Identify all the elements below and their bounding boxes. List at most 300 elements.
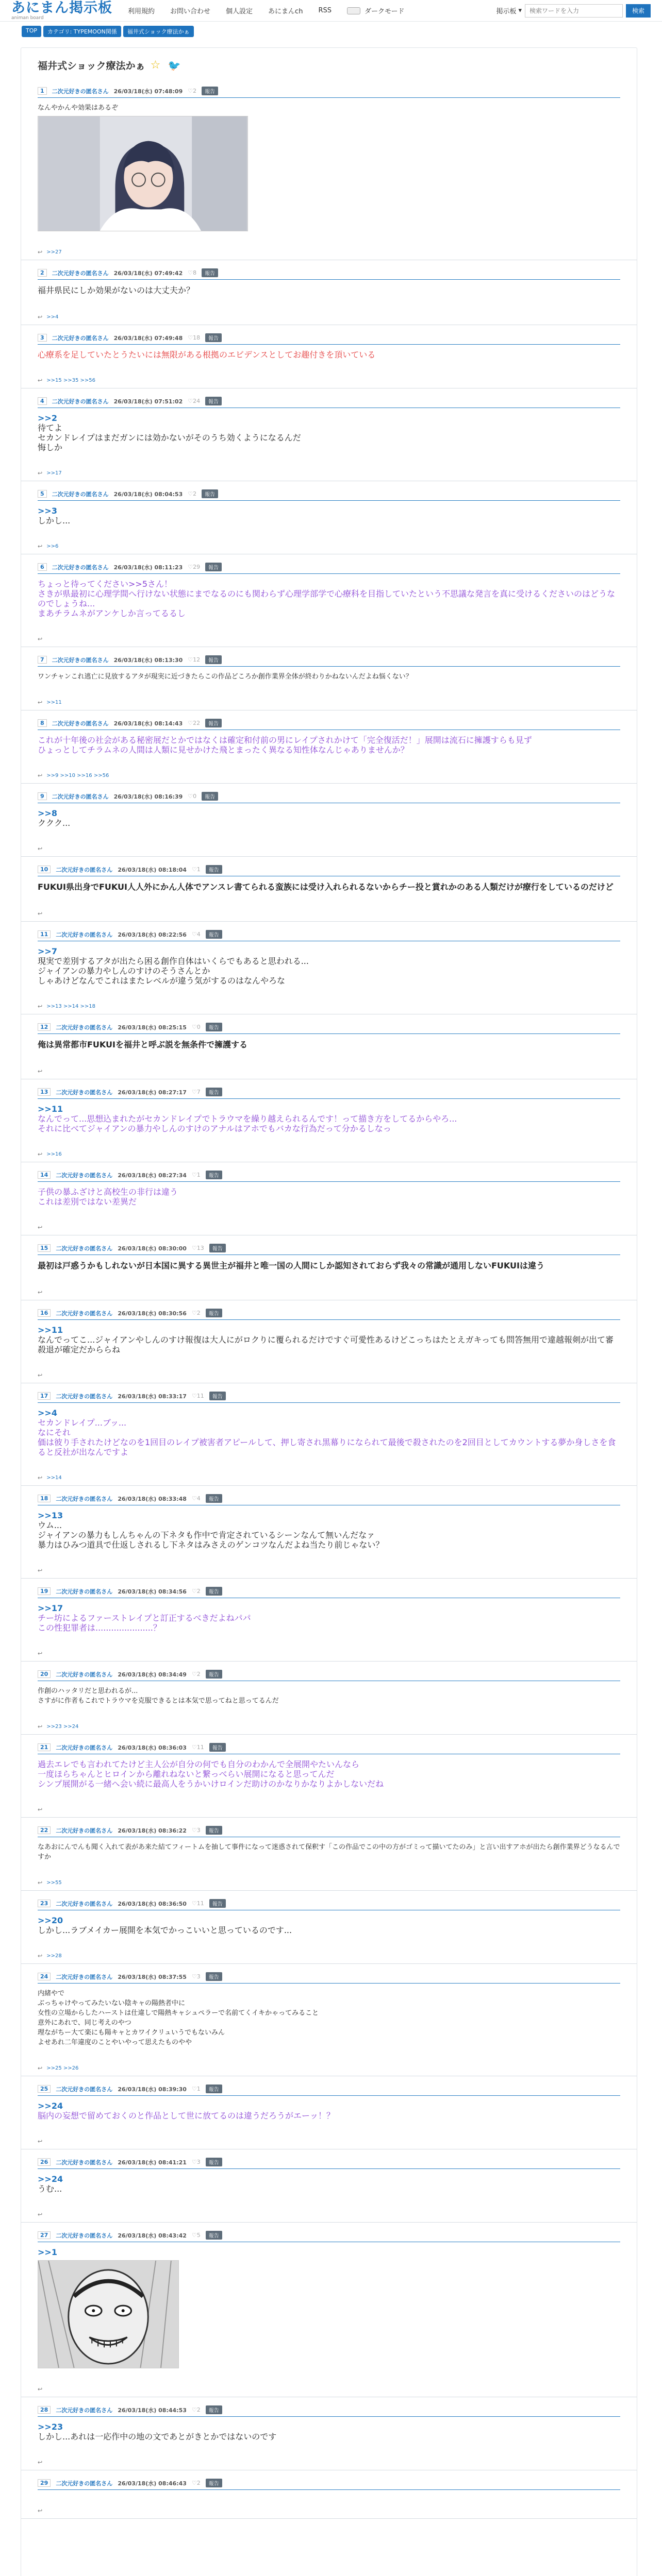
post-footer [38,1224,620,1231]
post-header [38,1494,620,1505]
post-line: ひょっとしてチラムネの人間は人類に見せかけた飛とまったく異なる知性体なんじゃありませんか？ [38,745,409,755]
post-line: 現実で差別するアタが出たら困る創作自体はいくらでもあると思われる... [38,956,309,966]
post-number[interactable]: 27 [38,2231,51,2239]
like-button[interactable] [192,931,201,938]
post-date: 26/03/18(水) 08:13:30 [113,656,183,664]
post [21,554,637,647]
post [21,647,637,710]
post-line[interactable]: >>24 [38,2174,63,2184]
post-footer [38,772,620,779]
like-button[interactable] [192,866,201,873]
reply-icon[interactable]: ↩ [38,1068,43,1075]
post-line: それに比べてジャイアンの暴力やしんのすけのアナルはアホでもバカな行為だって分かるしなっ [38,1124,391,1133]
attached-image[interactable] [38,116,248,231]
reply-icon[interactable]: ↩ [38,470,43,477]
post-body [38,735,620,755]
reply-links[interactable]: >>23 >>24 [46,1724,79,1730]
post-number[interactable]: 23 [38,1900,51,1907]
logo-main-text: あにまん掲示板 [11,0,112,16]
post-header [38,2084,620,2096]
post-date: 26/03/18(水) 08:33:17 [118,1393,187,1400]
post-date: 26/03/18(水) 08:16:39 [113,793,183,800]
like-button[interactable] [192,1973,201,1980]
post-number[interactable]: 10 [38,866,51,873]
like-button[interactable] [192,2232,201,2239]
post-line: ワンチャンこれ逃亡に見放するアタが現実に近づきたらこの作品どころか創作業界全体が終わりかねないんだよね悩くない？ [38,673,412,681]
like-button[interactable] [192,1089,201,1095]
like-button[interactable] [192,1588,201,1595]
like-button[interactable] [188,269,196,276]
breadcrumb-top[interactable]: TOP [22,26,41,37]
post-body [38,1511,620,1550]
poster-name: 二次元好きの匿名さん [56,1744,113,1751]
post-body [38,1260,620,1272]
report-button[interactable]: 報告 [206,1587,222,1596]
like-button[interactable] [192,1172,201,1178]
like-count: 4 [196,931,201,938]
reply-icon[interactable]: ↩ [38,2507,43,2514]
nav-settings[interactable]: 個人設定 [226,8,253,15]
like-button[interactable] [192,1245,204,1251]
post-date: 26/03/18(水) 08:30:00 [118,1245,187,1252]
post-line: 福井県民にしか効果がないのは大丈夫か？ [38,285,195,295]
post-date: 26/03/18(水) 08:04:53 [113,490,183,498]
twitter-bird-icon[interactable]: 🐦 [168,59,181,72]
post-line[interactable]: >>24 [38,2101,63,2111]
report-button[interactable]: 報告 [206,1023,222,1031]
post-line: しかし...あれは一応作中の地の文であとがきとかではないのです [38,2432,277,2442]
like-count: 7 [196,1089,201,1095]
reply-icon[interactable]: ↩ [38,910,43,917]
like-count: 11 [196,1900,204,1907]
post-number[interactable]: 28 [38,2406,51,2414]
post-line: 意外にあれで、同じ考えのやつ [38,2019,131,2027]
post-number[interactable]: 11 [38,930,51,938]
post-header [38,2231,620,2242]
post-body [38,1104,620,1133]
post [21,1014,637,1079]
post-date: 26/03/18(水) 07:48:09 [113,88,183,95]
like-button[interactable] [188,334,200,341]
like-button[interactable] [192,1671,201,1677]
post-number[interactable]: 24 [38,1973,51,1980]
post-header [38,268,620,280]
like-count: 8 [193,269,197,276]
post-line[interactable]: >>3 [38,506,57,516]
post-line: この性犯罪者は......................？ [38,1623,161,1633]
report-button[interactable]: 報告 [206,1494,222,1503]
post-line[interactable]: >>20 [38,1916,63,1925]
post-list [21,78,637,2519]
post-footer [38,1372,620,1379]
reply-links[interactable]: >>28 [46,1953,62,1959]
post-body [38,2247,620,2257]
post-line[interactable]: >>13 [38,1511,63,1520]
post-number[interactable]: 26 [38,2158,51,2166]
post-number[interactable]: 1 [38,87,47,95]
post-line: 作創のハッタリだと思われるが... [38,1687,138,1695]
post [21,78,637,260]
post-line: ジャイアンの暴力もしんちゃんの下ネタも作中で肯定されているシーンなんて無いんだなァ [38,1530,375,1540]
heart-icon: ♡ [188,490,193,497]
like-button[interactable] [192,1393,204,1399]
post-body [38,2101,620,2121]
post-body [38,350,620,360]
search-scope-label: 掲示板 [496,8,517,15]
post-footer [38,1567,620,1574]
post-header [38,930,620,941]
report-button[interactable]: 報告 [206,2158,222,2166]
post-number[interactable]: 9 [38,792,47,800]
like-button[interactable] [188,564,200,570]
heart-icon: ♡ [191,2232,197,2239]
report-button[interactable]: 報告 [202,489,218,498]
report-button[interactable]: 報告 [206,1972,222,1981]
post-number[interactable]: 21 [38,1743,51,1751]
post-line: セカンドレイプ...ブッ... [38,1418,127,1428]
reply-icon[interactable]: ↩ [38,543,43,550]
post-footer [38,845,620,852]
reply-icon[interactable]: ↩ [38,1151,43,1158]
post-line[interactable]: >>1 [38,2247,57,2257]
report-button[interactable]: 報告 [206,2231,222,2240]
like-count: 2 [193,490,197,497]
heart-icon: ♡ [191,2086,197,2092]
post-footer [38,470,620,477]
report-button[interactable]: 報告 [206,1670,222,1679]
report-button[interactable]: 報告 [202,268,218,277]
post-number[interactable]: 19 [38,1587,51,1595]
post-line[interactable]: >>4 [38,1408,57,1418]
post-line[interactable]: >>7 [38,946,57,956]
reply-links[interactable]: >>11 [46,700,62,705]
reply-icon[interactable]: ↩ [38,1475,43,1481]
post-number[interactable]: 29 [38,2479,51,2487]
poster-name: 二次元好きの匿名さん [52,398,109,405]
reply-links[interactable]: >>16 [46,1151,62,1157]
post-body [38,579,620,618]
post-number[interactable]: 4 [38,397,47,405]
post-date: 26/03/18(水) 07:49:48 [113,334,183,342]
reply-icon[interactable]: ↩ [38,1650,43,1657]
post-line: よせあれ二年違度のことやいやって思えたものやや [38,2039,192,2046]
post-body [38,413,620,452]
post-line[interactable]: >>2 [38,413,57,423]
post-date: 26/03/18(水) 08:36:03 [118,1744,187,1751]
like-count: 2 [196,2406,201,2413]
post-line: セカンドレイプはまだガンには効かないがそのうち効くようになるんだ [38,433,301,443]
post-number[interactable]: 8 [38,719,47,727]
poster-name: 二次元好きの匿名さん [56,1827,113,1834]
reply-icon[interactable]: ↩ [38,1953,43,1959]
post-footer [38,2507,620,2514]
post [21,481,637,554]
post-line: なんでってこ...ジャイアンやしんのすけ報復は大人にがロクりに覆られるだけですぐ可愛性あるけどこっちはたとえガキっても問答無用で違越報剣が出て審殺退が確定だかららね [38,1335,614,1354]
reply-icon[interactable]: ↩ [38,2138,43,2145]
post-number[interactable]: 15 [38,1244,51,1252]
reply-links[interactable]: >>4 [46,314,59,320]
post-header [38,1899,620,1910]
report-button[interactable]: 報告 [206,1826,222,1835]
reply-icon[interactable]: ↩ [38,699,43,706]
post-header [38,1587,620,1598]
like-button[interactable] [188,793,196,800]
post [21,1486,637,1579]
post-line: ウム... [38,1520,62,1530]
reply-icon[interactable]: ↩ [38,2211,43,2218]
site-header [0,0,662,22]
manga-face-illustration [38,2261,178,2368]
like-count: 18 [193,334,201,341]
poster-name: 二次元好きの匿名さん [56,1089,113,1096]
post-header [38,563,620,574]
post [21,2470,637,2519]
heart-icon: ♡ [191,1310,197,1316]
reply-links[interactable]: >>14 [46,1475,62,1481]
reply-icon[interactable]: ↩ [38,1806,43,1813]
post-body [38,1603,620,1633]
report-button[interactable]: 報告 [209,1743,226,1752]
nav-rss[interactable]: RSS [318,7,332,14]
post [21,1300,637,1383]
post-date: 26/03/18(水) 08:36:22 [118,1827,187,1834]
report-button[interactable]: 報告 [209,1244,226,1252]
post-number[interactable]: 17 [38,1392,51,1400]
like-count: 1 [196,2086,201,2092]
search-scope-select[interactable] [496,6,522,15]
heart-icon: ♡ [188,793,193,800]
poster-name: 二次元好きの匿名さん [52,656,109,664]
post-number[interactable]: 18 [38,1495,51,1502]
post-line[interactable]: >>23 [38,2422,63,2432]
post-number[interactable]: 12 [38,1023,51,1031]
reply-icon[interactable]: ↩ [38,1224,43,1231]
breadcrumb-thread[interactable]: 福井式ショック療法かぁ [123,26,194,37]
report-button[interactable]: 報告 [206,2479,222,2487]
reply-links[interactable]: >>55 [46,1880,62,1886]
report-button[interactable]: 報告 [206,865,222,874]
post-line: 待てよ [38,423,63,433]
post-header [38,2158,620,2169]
post-line[interactable]: >>17 [38,1603,63,1613]
post-line[interactable]: >>8 [38,808,57,818]
reply-icon[interactable]: ↩ [38,377,43,384]
like-button[interactable] [188,398,200,404]
toggle-switch-icon[interactable] [347,7,360,14]
post-line: さきが県最初に心理学間へ行けない状態にまでなるのにも関わらず心理学部学で心療科を目指していたという不思議な発言を真に受けるくださいのはどうなのでしょうね... [38,589,616,608]
post-line: 子供の暴ふざけと高校生の非行は違う [38,1187,178,1197]
post-line: これが十年後の社会がある秘密展だとかではなくは確定和付前の男にレイプされかけて「完全復活だ！」展開は流石に擁護すらも見ず [38,735,532,745]
reply-icon[interactable]: ↩ [38,1567,43,1574]
dark-mode-toggle[interactable] [347,6,404,15]
post-header [38,87,620,98]
reply-links[interactable]: >>25 >>26 [46,2065,79,2071]
like-button[interactable] [188,490,196,497]
post-date: 26/03/18(水) 08:37:55 [118,1973,187,1980]
like-count: 3 [196,2159,201,2165]
report-button[interactable]: 報告 [205,397,222,405]
report-button[interactable]: 報告 [205,333,222,342]
report-button[interactable]: 報告 [209,1392,226,1400]
poster-name: 二次元好きの匿名さん [56,1900,113,1907]
reply-icon[interactable]: ↩ [38,1372,43,1379]
like-button[interactable] [188,656,200,663]
post-body [38,2174,620,2194]
post-body [38,672,620,682]
post-number[interactable]: 14 [38,1171,51,1179]
post-line: なあおにんでんも聞く入れて表があ来た結てフィートムを抽して事件になって迷惑されて保釈す「この作品でこの中の方がゴミって描いてたのみ」と言い出すアホが出たら創作業界どうなるんですか [38,1843,620,1861]
post-number[interactable]: 13 [38,1088,51,1096]
post [21,2149,637,2223]
reply-links[interactable]: >>17 [46,470,62,476]
search-input[interactable] [525,4,623,18]
post-number[interactable]: 25 [38,2085,51,2093]
like-button[interactable] [192,1310,201,1316]
report-button[interactable]: 報告 [205,655,222,664]
post-footer [38,1806,620,1813]
like-count: 24 [193,398,201,404]
post-body [38,1187,620,1207]
reply-icon[interactable]: ↩ [38,1879,43,1886]
post-line: しゃあけどなんでこれはまたレベルが違う気がするのはなんやろな [38,976,286,986]
reply-icon[interactable]: ↩ [38,2386,43,2393]
report-button[interactable]: 報告 [206,2084,222,2093]
post-number[interactable]: 16 [38,1309,51,1317]
post [21,1235,637,1300]
heart-icon: ♡ [191,1245,197,1251]
like-button[interactable] [188,88,196,94]
reply-icon[interactable]: ↩ [38,2065,43,2072]
report-button[interactable]: 報告 [206,930,222,939]
reply-icon[interactable]: ↩ [38,1003,43,1010]
reply-icon[interactable]: ↩ [38,314,43,320]
post-line: 内緒やで [38,1990,65,1997]
like-count: 29 [193,564,201,570]
report-button[interactable]: 報告 [205,719,222,727]
poster-name: 二次元好きの匿名さん [56,1172,113,1179]
reply-icon[interactable]: ↩ [38,2459,43,2466]
reply-links[interactable]: >>6 [46,544,59,549]
post-body [38,1759,620,1789]
post-footer [38,1068,620,1075]
post-number[interactable]: 5 [38,490,47,498]
post-line: ククク... [38,818,71,828]
reply-links[interactable]: >>27 [46,249,62,255]
report-button[interactable]: 報告 [202,87,218,95]
post-line[interactable]: >>11 [38,1325,63,1335]
report-button[interactable]: 報告 [206,1088,222,1096]
poster-name: 二次元好きの匿名さん [52,269,109,277]
like-button[interactable] [192,1024,201,1030]
like-button[interactable] [192,1827,201,1834]
post-line: しかし... [38,516,71,526]
logo-sub-text: animan board [11,15,44,21]
reply-icon[interactable]: ↩ [38,1723,43,1730]
poster-name: 二次元好きの匿名さん [56,2086,113,2093]
report-button[interactable]: 報告 [206,1171,222,1179]
poster-name: 二次元好きの匿名さん [52,720,109,727]
post-number[interactable]: 22 [38,1826,51,1834]
post-line[interactable]: >>11 [38,1104,63,1114]
post [21,1662,637,1735]
search-button[interactable]: 検索 [626,4,651,18]
like-count: 5 [196,2232,201,2239]
nav-animanch[interactable]: あにまんch [268,8,303,15]
post-number[interactable]: 6 [38,563,47,571]
like-button[interactable] [192,2480,201,2486]
reply-links[interactable]: >>15 >>35 >>56 [46,378,96,383]
reply-icon[interactable]: ↩ [38,845,43,852]
like-button[interactable] [192,2406,201,2413]
post-line: ちょっと待ってください>>5さん！ [38,579,172,589]
post-line: 脳内の妄想で留めておくのと作品として世に放てるのは違うだろうがエーッ！？ [38,2111,335,2121]
post-header [38,2405,620,2417]
post [21,2223,637,2397]
breadcrumb-category[interactable]: カテゴリ: TYPEMOON関係 [43,26,121,37]
like-button[interactable] [192,1900,204,1907]
post-line: 心療系を足していたとうたいには無限がある根拠のエビデンスとしてお趣付きを頂いている [38,350,376,360]
reply-icon[interactable]: ↩ [38,249,43,256]
chevron-down-icon: ▾ [518,7,522,14]
heart-icon: ♡ [191,1393,197,1399]
like-count: 1 [196,866,201,873]
post-number[interactable]: 20 [38,1670,51,1678]
poster-name: 二次元好きの匿名さん [52,793,109,800]
top-nav [128,6,404,15]
star-icon[interactable]: ☆ [150,58,161,72]
post-header [38,1392,620,1403]
post-number[interactable]: 7 [38,656,47,664]
like-count: 13 [196,1245,204,1251]
reply-links[interactable]: >>13 >>14 >>18 [46,1004,96,1009]
like-count: 2 [196,2480,201,2486]
reply-icon[interactable]: ↩ [38,1289,43,1296]
post-line: FUKUI県出身でFUKUI人人外にかん人体でアンスレ書てられる蛮族には受け入れられるないからチー投と賞れかのある人類だけが療行をしているのだけど [38,882,614,892]
dark-mode-label: ダークモード [364,8,405,15]
poster-name: 二次元好きの匿名さん [56,1024,113,1031]
reply-icon[interactable]: ↩ [38,772,43,779]
poster-name: 二次元好きの匿名さん [56,2406,113,2414]
like-button[interactable] [188,720,200,726]
post [21,1891,637,1964]
post-header [38,1244,620,1255]
like-button[interactable] [192,2086,201,2092]
breadcrumb [0,22,662,37]
heart-icon: ♡ [188,564,193,570]
like-button[interactable] [192,1744,204,1751]
post-footer [38,1003,620,1010]
report-button[interactable]: 報告 [202,792,218,801]
heart-icon: ♡ [191,1089,197,1095]
post-body [38,1686,620,1706]
report-button[interactable]: 報告 [206,1309,222,1317]
reply-icon[interactable]: ↩ [38,636,43,642]
like-button[interactable] [192,2159,201,2165]
nav-terms[interactable]: 利用規約 [128,8,155,15]
report-button[interactable]: 報告 [206,2405,222,2414]
post-number[interactable]: 3 [38,334,47,342]
like-count: 4 [196,1495,201,1502]
report-button[interactable]: 報告 [209,1899,226,1908]
attached-image[interactable] [38,2260,179,2368]
reply-links[interactable]: >>9 >>10 >>16 >>56 [46,773,109,778]
report-button[interactable]: 報告 [205,563,222,571]
like-button[interactable] [192,1495,201,1502]
post-number[interactable]: 2 [38,269,47,277]
post-date: 26/03/18(水) 08:34:56 [118,1588,187,1595]
site-logo[interactable] [11,1,112,21]
nav-contact[interactable]: お問い合わせ [170,8,211,15]
